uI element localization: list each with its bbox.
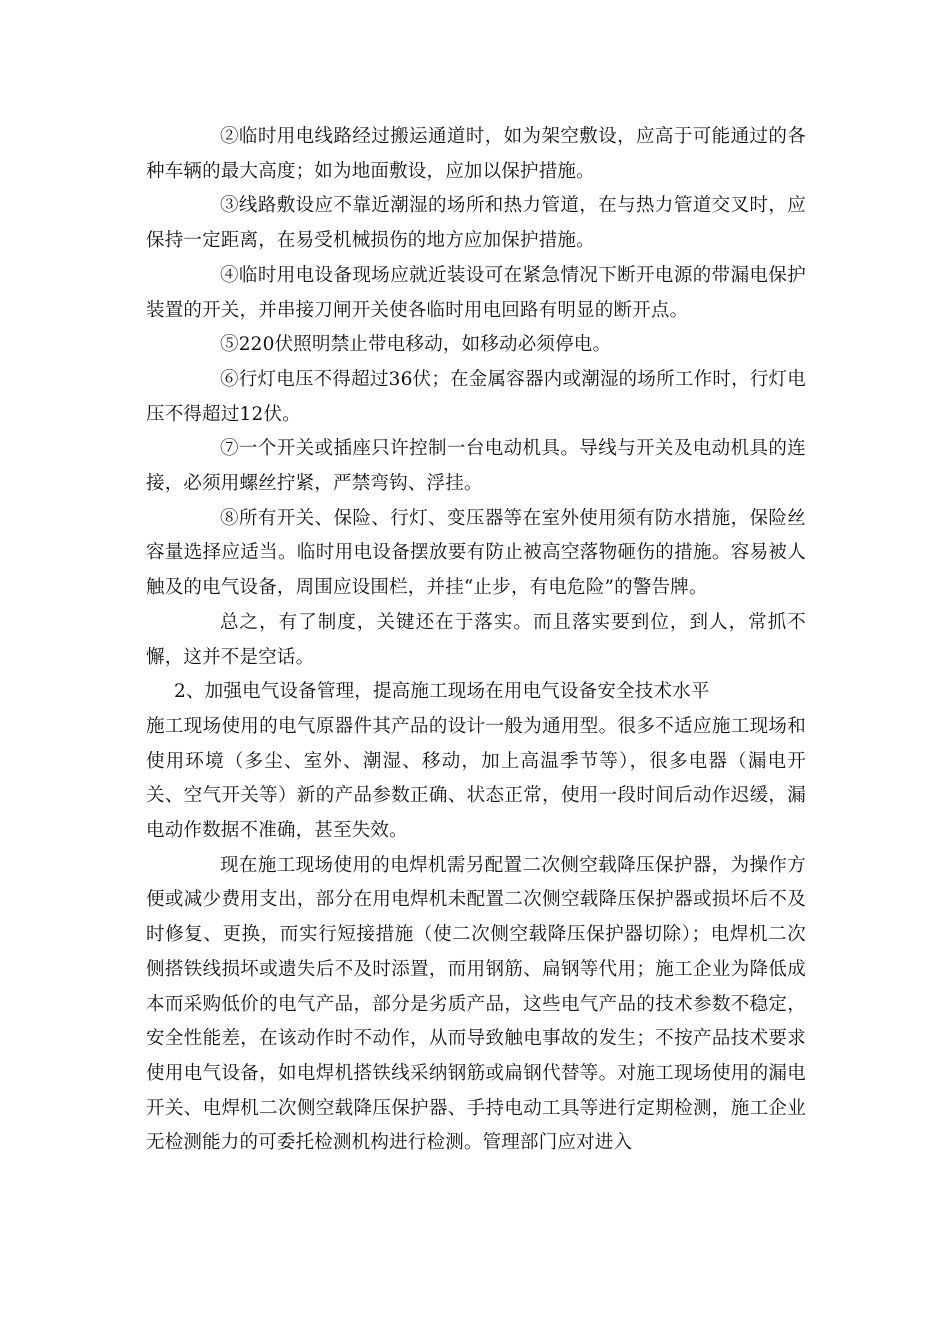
paragraph-item-8: ⑧所有开关、保险、行灯、变压器等在室外使用须有防水措施，保险丝容量选择应适当。临时用电设备摆放要有防止被高空落物砸伤的措施。容易被人触及的电气设备，周围应设围栏，并挂“止步，有电危险”的警告牌。 [146, 507, 806, 599]
paragraph-summary: 总之，有了制度，关键还在于落实。而且落实要到位，到人，常抓不懈，这并不是空话。 [146, 611, 806, 668]
document-body [146, 120, 806, 1161]
paragraph-item-6: ⑥行灯电压不得超过36伏；在金属容器内或潮湿的场所工作时，行灯电压不得超过12伏。 [146, 368, 806, 425]
paragraph-item-4: ④临时用电设备现场应就近装设可在紧急情况下断开电源的带漏电保护装置的开关，并串接刀闸开关使各临时用电回路有明显的断开点。 [146, 264, 806, 321]
paragraph-welding-machine: 现在施工现场使用的电焊机需另配置二次侧空载降压保护器，为操作方便或减少费用支出，部分在用电焊机未配置二次侧空载降压保护器或损坏后不及时修复、更换，而实行短接措施（使二次侧空载降压保护器切除）；电焊机二次侧搭铁线损坏或遗失后不及时添置，而用钢筋、扁钢等代用；施工企业为降低成本而采购低价的电气产品，部分是劣质产品，这些电气产品的技术参数不稳定，安全性能差，在该动作时不动作，从而导致触电事故的发生；不按产品技术要求使用电气设备，如电焊机搭铁线采纳钢筋或扁钢代替等。对施工现场使用的漏电开关、电焊机二次侧空载降压保护器、手持电动工具等进行定期检测，施工企业无检测能力的可委托检测机构进行检测。管理部门应对进入 [146, 854, 806, 1154]
section-heading-2: 2、加强电气设备管理，提高施工现场在用电气设备安全技术水平 [174, 681, 710, 703]
paragraph-item-3: ③线路敷设应不靠近潮湿的场所和热力管道，在与热力管道交叉时，应保持一定距离，在易受机械损伤的地方应加保护措施。 [146, 195, 806, 252]
paragraph-item-7: ⑦一个开关或插座只许控制一台电动机具。导线与开关及电动机具的连接，必须用螺丝拧紧，严禁弯钩、浮挂。 [146, 438, 806, 495]
paragraph-item-2: ②临时用电线路经过搬运通道时，如为架空敷设，应高于可能通过的各种车辆的最大高度；如为地面敷设，应加以保护措施。 [146, 126, 806, 182]
paragraph-item-5: ⑤220伏照明禁止带电移动，如移动必须停电。 [220, 334, 612, 356]
paragraph-equipment-design: 施工现场使用的电气原器件其产品的设计一般为通用型。很多不适应施工现场和使用环境（多尘、室外、潮湿、移动，加上高温季节等），很多电器（漏电开关、空气开关等）新的产品参数正确、状态正常，使用一段时间后动作迟缓，漏电动作数据不准确，甚至失效。 [146, 715, 806, 842]
